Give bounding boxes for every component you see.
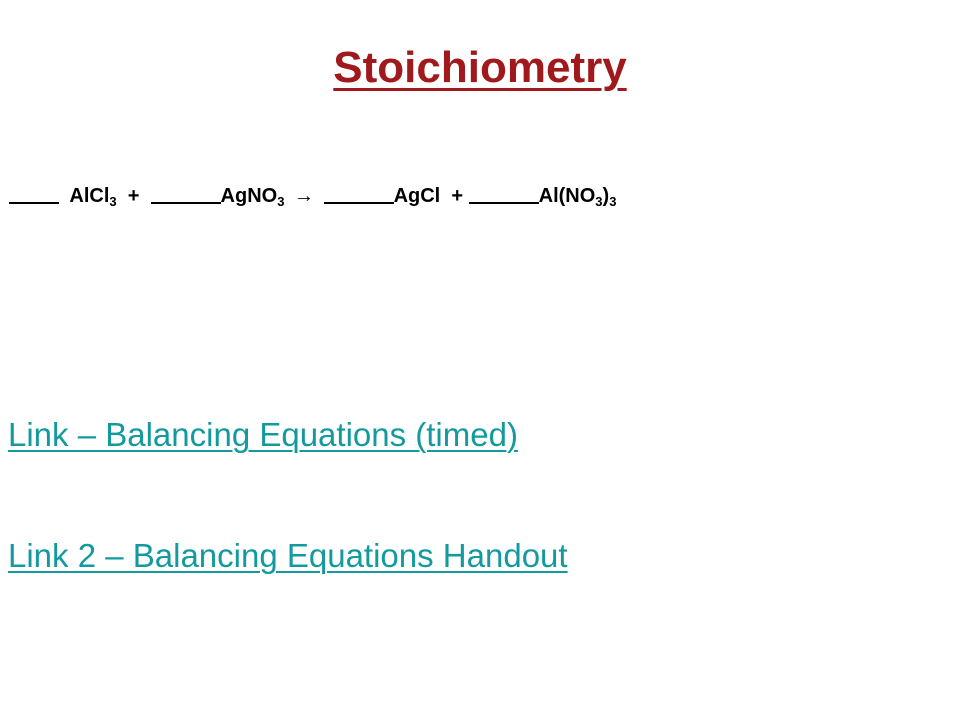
coefficient-blank-2[interactable] [151,182,221,204]
product-2-formula: Al(NO [538,185,596,207]
link-balancing-equations-timed[interactable]: Link – Balancing Equations (timed) [8,416,518,453]
reactant-2 [221,185,285,207]
product-2-inner-subscript: 3 [595,194,603,209]
product-2-close-paren: ) [602,185,610,207]
coefficient-blank-3[interactable] [324,182,394,204]
product-2-outer-subscript: 3 [609,194,617,209]
plus-sign-2: + [451,185,464,207]
product-1-formula: AgCl [393,185,441,207]
reactant-1-formula: AlCl [69,185,110,207]
coefficient-blank-4[interactable] [469,182,539,204]
chemical-equation [9,182,616,210]
slide-title: Stoichiometry [333,43,627,92]
reactant-1 [69,185,116,207]
reactant-2-subscript: 3 [277,194,285,209]
reactant-2-formula: AgNO [220,185,278,207]
link-balancing-equations-handout[interactable]: Link 2 – Balancing Equations Handout [8,537,568,574]
reaction-arrow-icon: → [294,185,315,207]
product-2 [539,185,617,207]
plus-sign-1: + [127,185,140,207]
reactant-1-subscript: 3 [109,194,117,209]
coefficient-blank-1[interactable] [9,182,59,204]
